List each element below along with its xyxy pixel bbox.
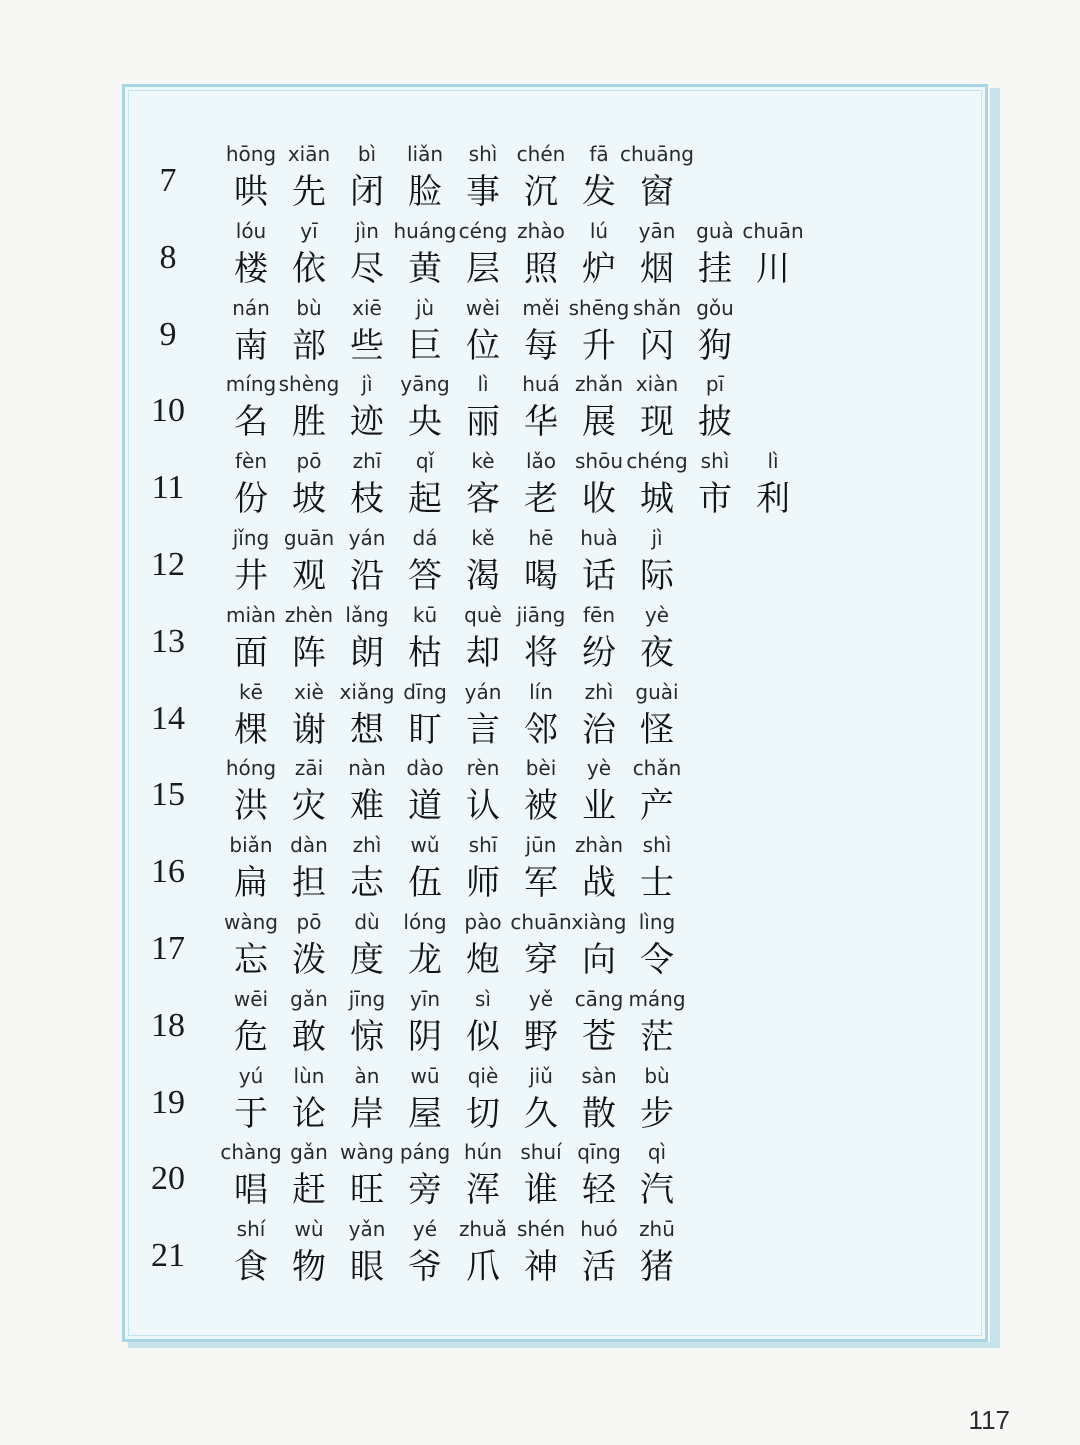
pinyin-label: chuān <box>742 218 804 243</box>
pinyin-label: dào <box>406 756 444 781</box>
hanzi-character: 谁 <box>524 1170 558 1211</box>
character-cell <box>744 449 802 531</box>
pinyin-label: fā <box>589 142 609 166</box>
pinyin-label: qīng <box>577 1140 621 1165</box>
hanzi-character: 哄 <box>234 172 268 212</box>
hanzi-character: 苍 <box>582 1016 616 1057</box>
character-cell <box>628 1140 686 1222</box>
hanzi-character: 邻 <box>524 709 558 750</box>
pinyin-label: shí <box>236 1217 266 1242</box>
pinyin-label: yú <box>238 1063 264 1088</box>
pinyin-label: dù <box>354 910 380 934</box>
pinyin-label: xiè <box>294 679 324 704</box>
hanzi-character: 眼 <box>350 1247 384 1288</box>
character-cell <box>628 756 686 838</box>
hanzi-character: 屋 <box>408 1093 442 1134</box>
hanzi-character: 龙 <box>408 940 442 980</box>
lesson-number: 7 <box>159 162 177 199</box>
hanzi-character: 岸 <box>350 1093 384 1134</box>
hanzi-character: 挂 <box>698 248 732 289</box>
hanzi-character: 闪 <box>640 325 674 366</box>
pinyin-label: hē <box>528 526 554 550</box>
hanzi-character: 狗 <box>698 325 732 366</box>
pinyin-label: chuān <box>510 910 572 934</box>
lesson-row <box>0 1063 1080 1146</box>
pinyin-label: bù <box>296 295 322 320</box>
hanzi-character: 迹 <box>350 402 384 443</box>
pinyin-label: lìng <box>638 910 676 934</box>
pinyin-label: bèi <box>525 756 557 781</box>
hanzi-character: 战 <box>582 863 616 904</box>
pinyin-label: zhū <box>639 1217 675 1242</box>
hanzi-character: 浑 <box>466 1170 500 1211</box>
pinyin-label: lì <box>767 449 779 474</box>
pinyin-label: pō <box>296 449 322 474</box>
lesson-row <box>0 372 1080 454</box>
lesson-number: 21 <box>151 1237 185 1275</box>
hanzi-character: 论 <box>292 1093 326 1134</box>
hanzi-character: 汽 <box>640 1170 674 1211</box>
hanzi-character: 产 <box>640 786 674 827</box>
pinyin-label: yīn <box>409 986 441 1011</box>
hanzi-character: 答 <box>408 556 442 596</box>
hanzi-character: 华 <box>524 402 558 443</box>
pinyin-label: wù <box>294 1217 324 1242</box>
pinyin-label: fēn <box>582 602 616 627</box>
pinyin-label: shēng <box>568 295 630 320</box>
hanzi-character: 于 <box>234 1093 268 1134</box>
pinyin-label: dàn <box>290 833 328 858</box>
hanzi-character: 事 <box>466 172 500 212</box>
hanzi-character: 军 <box>524 863 558 904</box>
hanzi-character: 城 <box>640 479 674 520</box>
hanzi-character: 赶 <box>292 1170 326 1211</box>
pinyin-label: lì <box>477 372 489 397</box>
pinyin-label: zhàn <box>574 833 624 858</box>
hanzi-character: 发 <box>582 172 616 212</box>
hanzi-character: 脸 <box>408 172 442 212</box>
character-cell <box>628 833 686 915</box>
pinyin-label: jì <box>651 526 663 550</box>
lesson-row <box>0 910 1080 992</box>
hanzi-character: 井 <box>234 556 268 596</box>
pinyin-label: fèn <box>234 449 268 474</box>
hanzi-character: 央 <box>408 402 442 443</box>
lesson-row <box>0 756 1080 838</box>
pinyin-label: huó <box>580 1217 618 1242</box>
pinyin-label: yān <box>638 218 676 243</box>
pinyin-label: zhī <box>352 449 382 474</box>
pinyin-label: guān <box>283 526 335 550</box>
hanzi-character: 名 <box>234 402 268 443</box>
hanzi-character: 物 <box>292 1247 326 1288</box>
pinyin-label: nàn <box>348 756 386 781</box>
pinyin-label: zāi <box>294 756 324 781</box>
lesson-number: 14 <box>151 699 185 737</box>
hanzi-character: 令 <box>640 940 674 980</box>
hanzi-character: 烟 <box>640 248 674 289</box>
pinyin-label: kè <box>471 449 495 474</box>
pinyin-label: qǐ <box>415 449 435 474</box>
pinyin-label: zhào <box>517 218 565 243</box>
pinyin-label: pào <box>464 910 502 934</box>
hanzi-character: 炮 <box>466 940 500 980</box>
pinyin-label: huá <box>522 372 560 397</box>
pinyin-label: shì <box>642 833 672 858</box>
hanzi-character: 却 <box>466 632 500 673</box>
pinyin-label: yǎn <box>348 1217 386 1242</box>
pinyin-label: lǎng <box>345 602 389 627</box>
hanzi-character: 唱 <box>234 1170 268 1211</box>
pinyin-label: xiǎng <box>339 679 395 704</box>
hanzi-character: 炉 <box>582 248 616 289</box>
pinyin-label: cāng <box>574 986 624 1011</box>
pinyin-label: hóng <box>225 756 277 781</box>
hanzi-character: 伍 <box>408 863 442 904</box>
pinyin-label: wū <box>410 1063 440 1088</box>
pinyin-label: pī <box>705 372 725 397</box>
pinyin-label: yāng <box>400 372 450 397</box>
lesson-row <box>0 986 1080 1069</box>
pinyin-label: shì <box>700 449 730 474</box>
pinyin-label: chǎn <box>632 756 682 781</box>
lesson-row <box>0 526 1080 608</box>
hanzi-character: 爷 <box>408 1247 442 1288</box>
pinyin-label: xiē <box>352 295 382 320</box>
pinyin-label: shǎn <box>632 295 682 320</box>
pinyin-label: zhì <box>352 833 382 858</box>
hanzi-character: 爪 <box>466 1247 500 1288</box>
pinyin-label: àn <box>354 1063 380 1088</box>
hanzi-character: 客 <box>466 479 500 520</box>
character-cell <box>628 679 686 762</box>
hanzi-character: 阴 <box>408 1016 442 1057</box>
hanzi-character: 沿 <box>350 556 384 596</box>
lesson-row <box>0 602 1080 685</box>
pinyin-label: shī <box>468 833 498 858</box>
hanzi-character: 纷 <box>582 632 616 673</box>
hanzi-character: 想 <box>350 709 384 750</box>
hanzi-character: 川 <box>756 248 790 289</box>
hanzi-character: 沉 <box>524 172 558 212</box>
pinyin-label: qì <box>647 1140 667 1165</box>
hanzi-character: 尽 <box>350 248 384 289</box>
hanzi-character: 收 <box>582 479 616 520</box>
hanzi-character: 久 <box>524 1093 558 1134</box>
hanzi-character: 渴 <box>466 556 500 596</box>
character-cell <box>628 1063 686 1146</box>
lesson-number: 17 <box>151 930 185 967</box>
hanzi-character: 老 <box>524 479 558 520</box>
hanzi-character: 面 <box>234 632 268 673</box>
character-cell <box>628 526 686 608</box>
hanzi-character: 话 <box>582 556 616 596</box>
pinyin-label: hún <box>463 1140 503 1165</box>
hanzi-character: 披 <box>698 402 732 443</box>
hanzi-character: 忘 <box>234 940 268 980</box>
pinyin-label: kū <box>412 602 438 627</box>
pinyin-label: shuí <box>520 1140 562 1165</box>
pinyin-label: wēi <box>233 986 269 1011</box>
lesson-number: 13 <box>151 622 185 660</box>
pinyin-label: jì <box>361 372 373 397</box>
pinyin-label: dīng <box>403 679 447 704</box>
lesson-row <box>0 449 1080 531</box>
hanzi-character: 坡 <box>292 479 326 520</box>
pinyin-label: jiāng <box>516 602 566 627</box>
hanzi-character: 先 <box>292 172 326 212</box>
hanzi-character: 猪 <box>640 1247 674 1288</box>
pinyin-label: jǐng <box>232 526 270 550</box>
pinyin-label: zhì <box>584 679 614 704</box>
pinyin-label: sàn <box>581 1063 617 1088</box>
pinyin-label: guà <box>696 218 734 243</box>
hanzi-character: 认 <box>466 786 500 827</box>
character-cell <box>628 910 686 992</box>
pinyin-label: yán <box>348 526 386 550</box>
hanzi-character: 巨 <box>408 325 442 366</box>
hanzi-character: 位 <box>466 325 500 366</box>
hanzi-character: 阵 <box>292 632 326 673</box>
hanzi-character: 切 <box>466 1093 500 1134</box>
pinyin-label: huà <box>580 526 618 550</box>
pinyin-label: jù <box>415 295 435 320</box>
hanzi-character: 泼 <box>292 940 326 980</box>
pinyin-label: jīng <box>348 986 386 1011</box>
hanzi-character: 穿 <box>524 940 558 980</box>
hanzi-character: 旺 <box>350 1170 384 1211</box>
pinyin-label: lín <box>529 679 553 704</box>
lesson-row <box>0 142 1080 224</box>
pinyin-label: lú <box>589 218 609 243</box>
hanzi-character: 升 <box>582 325 616 366</box>
pinyin-label: yě <box>528 986 554 1011</box>
lesson-number: 10 <box>151 392 185 430</box>
hanzi-character: 枯 <box>408 632 442 673</box>
pinyin-label: lǎo <box>525 449 557 474</box>
hanzi-character: 难 <box>350 786 384 827</box>
pinyin-label: wàng <box>224 910 278 934</box>
hanzi-character: 际 <box>640 556 674 596</box>
pinyin-label: yè <box>586 756 612 781</box>
hanzi-character: 棵 <box>234 709 268 750</box>
lesson-number: 12 <box>151 546 185 583</box>
hanzi-character: 照 <box>524 248 558 289</box>
hanzi-character: 活 <box>582 1247 616 1288</box>
hanzi-character: 喝 <box>524 556 558 596</box>
pinyin-label: chàng <box>220 1140 282 1165</box>
hanzi-character: 灾 <box>292 786 326 827</box>
hanzi-character: 被 <box>524 786 558 827</box>
hanzi-character: 市 <box>698 479 732 520</box>
hanzi-character: 食 <box>234 1247 268 1288</box>
hanzi-character: 窗 <box>640 172 674 212</box>
hanzi-character: 怪 <box>640 709 674 750</box>
hanzi-character: 师 <box>466 863 500 904</box>
hanzi-character: 朗 <box>350 632 384 673</box>
lesson-number: 15 <box>151 776 185 814</box>
hanzi-character: 盯 <box>408 709 442 750</box>
pinyin-label: shōu <box>574 449 623 474</box>
pinyin-label: zhuǎ <box>458 1217 508 1242</box>
pinyin-label: bì <box>357 142 377 166</box>
pinyin-label: nán <box>232 295 270 320</box>
pinyin-label: zhèn <box>284 602 334 627</box>
hanzi-character: 士 <box>640 863 674 904</box>
pinyin-label: kē <box>239 679 263 704</box>
pinyin-label: huáng <box>393 218 457 243</box>
hanzi-character: 闭 <box>350 172 384 212</box>
pinyin-label: lóng <box>403 910 447 934</box>
hanzi-character: 起 <box>408 479 442 520</box>
hanzi-character: 些 <box>350 325 384 366</box>
hanzi-character: 楼 <box>234 248 268 289</box>
hanzi-character: 业 <box>582 786 616 827</box>
pinyin-label: jūn <box>525 833 557 858</box>
pinyin-label: chuāng <box>620 142 694 166</box>
pinyin-label: jiǔ <box>529 1063 553 1088</box>
hanzi-character: 志 <box>350 863 384 904</box>
hanzi-character: 茫 <box>640 1016 674 1057</box>
character-cell <box>742 218 804 301</box>
pinyin-label: xiān <box>287 142 331 166</box>
pinyin-label: xiàng <box>571 910 627 934</box>
hanzi-character: 担 <box>292 863 326 904</box>
hanzi-character: 观 <box>292 556 326 596</box>
lesson-number: 20 <box>151 1160 185 1198</box>
hanzi-character: 度 <box>350 940 384 980</box>
lesson-number: 18 <box>151 1006 185 1044</box>
pinyin-label: lóu <box>235 218 267 243</box>
hanzi-character: 层 <box>466 248 500 289</box>
pinyin-label: zhǎn <box>574 372 624 397</box>
hanzi-character: 危 <box>234 1016 268 1057</box>
pinyin-label: yé <box>412 1217 438 1242</box>
pinyin-label: qiè <box>467 1063 499 1088</box>
hanzi-character: 依 <box>292 248 326 289</box>
pinyin-label: wàng <box>340 1140 394 1165</box>
hanzi-character: 枝 <box>350 479 384 520</box>
pinyin-label: chéng <box>626 449 688 474</box>
pinyin-label: jìn <box>355 218 379 243</box>
hanzi-character: 展 <box>582 402 616 443</box>
hanzi-character: 黄 <box>408 248 442 289</box>
pinyin-label: máng <box>628 986 686 1011</box>
pinyin-label: shén <box>516 1217 566 1242</box>
hanzi-character: 南 <box>234 325 268 366</box>
lesson-row <box>0 295 1080 378</box>
hanzi-character: 利 <box>756 479 790 520</box>
hanzi-character: 敢 <box>292 1016 326 1057</box>
pinyin-label: gǎn <box>290 986 328 1011</box>
hanzi-character: 丽 <box>466 402 500 443</box>
pinyin-label: shèng <box>278 372 340 397</box>
hanzi-character: 轻 <box>582 1170 616 1211</box>
hanzi-character: 部 <box>292 325 326 366</box>
pinyin-label: què <box>464 602 502 627</box>
pinyin-label: lùn <box>293 1063 325 1088</box>
pinyin-label: gǒu <box>696 295 734 320</box>
pinyin-label: guài <box>635 679 679 704</box>
page-number: 117 <box>968 1405 1010 1435</box>
hanzi-character: 道 <box>408 786 442 827</box>
pinyin-label: hōng <box>225 142 277 166</box>
character-cell <box>686 295 744 378</box>
lesson-number: 9 <box>159 315 177 353</box>
pinyin-label: páng <box>399 1140 451 1165</box>
pinyin-label: chén <box>516 142 566 166</box>
hanzi-character: 野 <box>524 1016 558 1057</box>
lesson-row <box>0 1140 1080 1222</box>
character-cell <box>628 986 686 1069</box>
hanzi-character: 散 <box>582 1093 616 1134</box>
lesson-number: 11 <box>151 469 185 507</box>
lesson-number: 19 <box>151 1083 185 1121</box>
pinyin-label: céng <box>458 218 508 243</box>
pinyin-label: xiàn <box>635 372 679 397</box>
hanzi-character: 步 <box>640 1093 674 1134</box>
hanzi-character: 将 <box>524 632 558 673</box>
hanzi-character: 惊 <box>350 1016 384 1057</box>
pinyin-label: biǎn <box>229 833 273 858</box>
hanzi-character: 治 <box>582 709 616 750</box>
character-cell <box>620 142 694 224</box>
character-cell <box>628 602 686 685</box>
pinyin-label: rèn <box>466 756 500 781</box>
pinyin-label: sì <box>475 986 491 1011</box>
hanzi-character: 现 <box>640 402 674 443</box>
pinyin-label: bù <box>644 1063 670 1088</box>
hanzi-character: 份 <box>234 479 268 520</box>
character-cell <box>686 372 744 454</box>
hanzi-character: 每 <box>524 325 558 366</box>
hanzi-character: 似 <box>466 1016 500 1057</box>
pinyin-label: yè <box>644 602 670 627</box>
hanzi-character: 神 <box>524 1247 558 1288</box>
lesson-row <box>0 218 1080 301</box>
character-cell <box>628 1217 686 1299</box>
lesson-row <box>0 679 1080 762</box>
hanzi-character: 言 <box>466 709 500 750</box>
lesson-number: 8 <box>159 238 177 276</box>
pinyin-label: yán <box>464 679 502 704</box>
pinyin-label: kě <box>471 526 495 550</box>
lesson-row <box>0 1217 1080 1299</box>
pinyin-label: liǎn <box>406 142 444 166</box>
pinyin-label: pō <box>296 910 322 934</box>
hanzi-character: 扁 <box>234 863 268 904</box>
hanzi-character: 旁 <box>408 1170 442 1211</box>
pinyin-label: miàn <box>226 602 276 627</box>
hanzi-character: 谢 <box>292 709 326 750</box>
hanzi-character: 向 <box>582 940 616 980</box>
hanzi-character: 夜 <box>640 632 674 673</box>
pinyin-label: dá <box>412 526 438 550</box>
lesson-row <box>0 833 1080 915</box>
pinyin-label: míng <box>225 372 277 397</box>
hanzi-character: 胜 <box>292 402 326 443</box>
pinyin-label: wǔ <box>410 833 440 858</box>
lesson-number: 16 <box>151 853 185 891</box>
hanzi-character: 洪 <box>234 786 268 827</box>
pinyin-label: shì <box>468 142 498 166</box>
pinyin-label: yī <box>300 218 318 243</box>
pinyin-label: wèi <box>465 295 501 320</box>
pinyin-label: měi <box>522 295 560 320</box>
pinyin-label: gǎn <box>290 1140 328 1165</box>
